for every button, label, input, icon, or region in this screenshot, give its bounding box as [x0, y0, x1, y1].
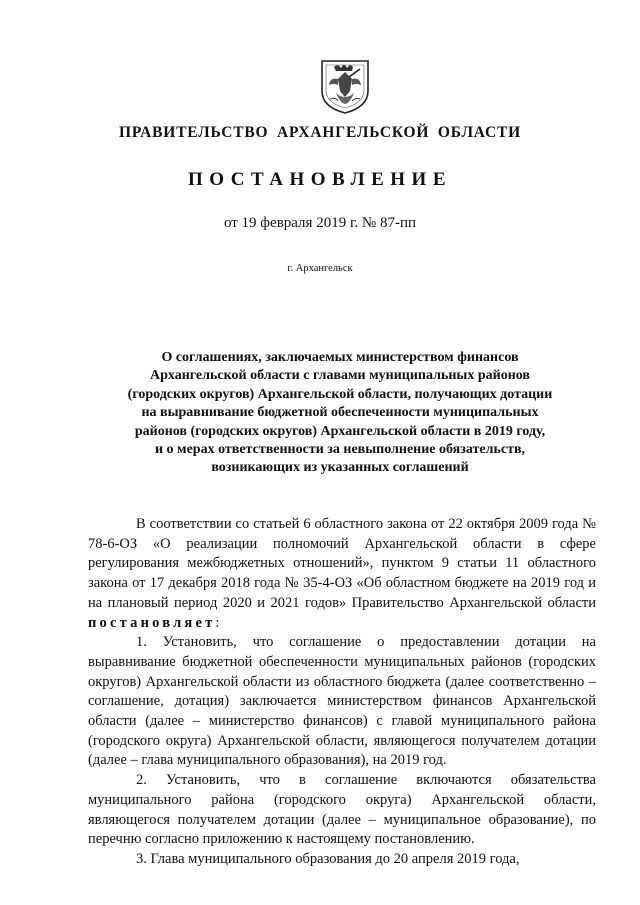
title-line: О соглашениях, заключаемых министерством финансов — [161, 350, 519, 365]
title-line: районов (городских округов) Архангельской области в 2019 году, — [134, 423, 546, 439]
document-date-number: от 19 февраля 2019 г. № 87-пп — [223, 215, 417, 231]
title-line: Архангельской области с главами муниципальных районов — [149, 368, 530, 384]
city-name: г. Архангельск — [287, 263, 353, 274]
title-line: (городских округов) Архангельской области, получающих дотации — [127, 386, 553, 402]
paragraph-item-3: 3. Глава муниципального образования до 20 апреля 2019 года, — [136, 850, 520, 867]
coat-of-arms-icon — [316, 57, 374, 115]
organization-name: ПРАВИТЕЛЬСТВО АРХАНГЕЛЬСКОЙ ОБЛАСТИ — [118, 124, 521, 141]
resolves-colon: : — [215, 614, 220, 631]
paragraph-item-2: 2. Установить, что в соглашение включаются обязательства муниципального района (городского округа) Архангельской области, являющегося получателем дотации (далее – муниципальное образование), по перечню согласно приложению к настоящему постановлению. — [88, 772, 596, 848]
document-title — [100, 349, 580, 478]
title-line: возникающих из указанных соглашений — [211, 460, 469, 476]
paragraph-item-1: 1. Установить, что соглашение о предоставлении дотации на выравнивание бюджетной обеспеченности муниципальных районов (городских округов) Архангельской области из областного бюджета (далее соответственно – соглашение, дотация) заключается министерством финансов Архангельской области (далее – министерство финансов) с главой муниципального района (городского округа) Архангельской области, являющегося получателем дотации (далее – глава муниципального образования), на 2019 год. — [88, 634, 596, 769]
document-body — [88, 515, 596, 870]
resolves-word: постановляет — [88, 614, 216, 631]
preamble-text: В соответствии со статьей 6 областного закона от 22 октября 2009 года № 78-6-ОЗ «О реализации полномочий Архангельской области в сфере регулирования межбюджетных отношений», пунктом 9 статьи 11 областного закона от 17 декабря 2018 года № 35-4-ОЗ «Об областном бюджете на 2019 год и на плановый период 2020 и 2021 годов» Правительство Архангельской области — [88, 516, 596, 611]
title-line: и о мерах ответственности за невыполнение обязательств, — [154, 442, 526, 458]
title-line: на выравнивание бюджетной обеспеченности муниципальных — [141, 405, 539, 421]
preamble-paragraph — [88, 515, 596, 633]
document-type: ПОСТАНОВЛЕНИЕ — [187, 169, 453, 190]
